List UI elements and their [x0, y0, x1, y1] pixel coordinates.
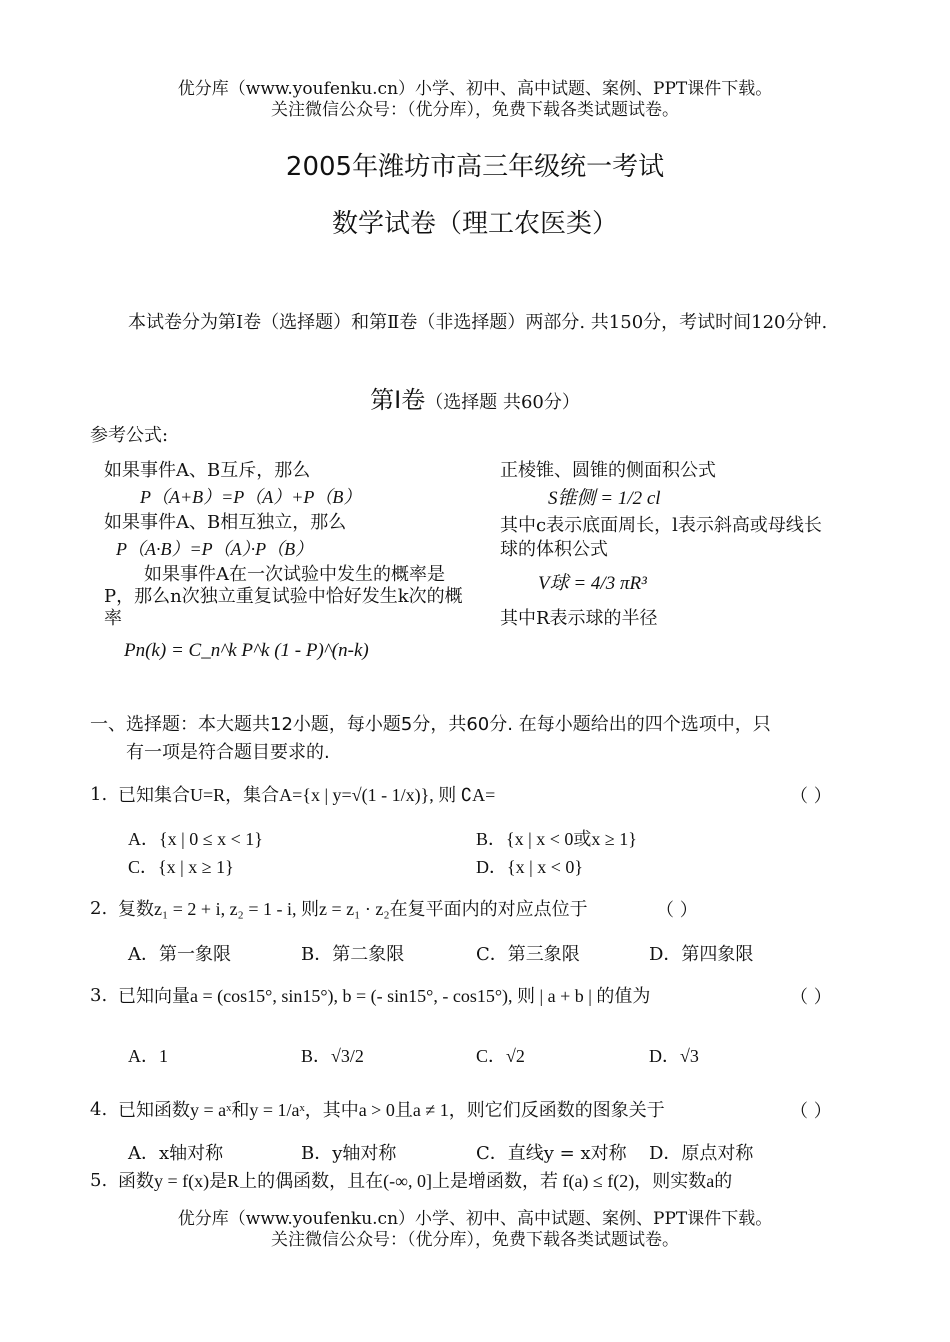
- q3-stem: 已知向量a = (cos15°, sin15°), b = (- sin15°, - cos15°), 则 | a + b | 的值为: [118, 986, 651, 1006]
- q2-stem: 复数z₁ = 2 + i, z₂ = 1 - i, 则z = z₁ · z₂在复平面内的对应点位于: [118, 899, 588, 919]
- formula-left-6: Pn(k) = C_n^k P^k (1 - P)^(n-k): [124, 640, 369, 661]
- q4-option-b: B．y轴对称: [301, 1143, 397, 1164]
- q5-number: 5.: [90, 1170, 108, 1191]
- footer-line-1: 优分库（www.youfenku.cn）小学、初中、高中试题、案例、PPT课件下载。: [177, 1209, 773, 1229]
- part1-heading: [0, 380, 950, 415]
- formula-right-5: V球 = 4/3 πR³: [538, 573, 647, 594]
- q4-option-c: C．直线y = x对称: [476, 1143, 627, 1164]
- q1-option-c: C．{x | x ≥ 1}: [128, 857, 234, 877]
- formula-right-1: 正棱锥、圆锥的侧面积公式: [500, 460, 716, 481]
- part1-sub: （选择题 共60分）: [425, 392, 580, 413]
- q3-option-b: B．√3/2: [301, 1046, 364, 1066]
- q1-option-d: D．{x | x < 0}: [476, 857, 584, 877]
- formula-left-2: P（A+B）=P（A）+P（B）: [140, 487, 362, 507]
- q4-stem: 已知函数y = aˣ和y = 1/aˣ，其中a > 0且a ≠ 1，则它们反函数的图象关于: [118, 1100, 665, 1120]
- q2-option-c: C．第三象限: [476, 944, 580, 965]
- intro-paragraph: 本试卷分为第Ⅰ卷（选择题）和第Ⅱ卷（非选择题）两部分. 共150分，考试时间120分钟.: [128, 312, 828, 333]
- formula-right-2: S锥侧 = 1/2 cl: [548, 488, 661, 509]
- q2-number: 2.: [90, 898, 108, 919]
- formula-right-3: 其中c表示底面周长，l表示斜高或母线长: [500, 515, 822, 536]
- formula-left-4: P（A·B）=P（A）·P（B）: [116, 539, 314, 559]
- formulas-left: [104, 458, 464, 664]
- formula-right-4: 球的体积公式: [500, 539, 608, 560]
- q2-option-b: B．第二象限: [301, 944, 405, 965]
- q3-option-d: D．√3: [649, 1046, 699, 1066]
- exam-subtitle: 数学试卷（理工农医类）: [331, 209, 618, 239]
- footer-line-2: 关注微信公众号：（优分库），免费下载各类试题试卷。: [271, 1230, 679, 1250]
- q3-number: 3.: [90, 985, 108, 1006]
- section1-line2: 有一项是符合题目要求的.: [126, 742, 330, 763]
- q2-answer-paren: （ ）: [656, 900, 698, 921]
- q4-option-d: D．原点对称: [649, 1143, 754, 1164]
- formula-left-3: 如果事件A、B相互独立，那么: [104, 512, 347, 533]
- formula-left-1: 如果事件A、B互斥，那么: [104, 460, 311, 481]
- q2-option-d: D．第四象限: [649, 944, 754, 965]
- header-line-2: 关注微信公众号：（优分库），免费下载各类试题试卷。: [271, 100, 679, 120]
- q4-number: 4.: [90, 1099, 108, 1120]
- ref-label: 参考公式:: [90, 425, 169, 446]
- q1-answer-paren: （ ）: [790, 786, 832, 807]
- q4-answer-paren: （ ）: [790, 1101, 832, 1122]
- formula-right-6: 其中R表示球的半径: [500, 608, 658, 629]
- q4-option-a: A．x轴对称: [128, 1143, 224, 1164]
- q1-number: 1.: [90, 784, 108, 805]
- q5-stem: 函数y = f(x)是R上的偶函数，且在(-∞, 0]上是增函数，若 f(a) ≤ f(2)，则实数a的: [118, 1171, 733, 1191]
- q2-option-a: A．第一象限: [128, 944, 231, 965]
- q1-stem: 已知集合U=R，集合A={x | y=√(1 - 1/x)}, 则 ∁A=: [118, 785, 496, 805]
- formulas-right: [500, 458, 860, 632]
- exam-title: 2005年潍坊市高三年级统一考试: [285, 152, 665, 182]
- q3-option-c: C．√2: [476, 1046, 525, 1066]
- part1-main: 第Ⅰ卷: [370, 386, 426, 414]
- section1-line1: 一、选择题：本大题共12小题，每小题5分，共60分. 在每小题给出的四个选项中，只: [90, 714, 771, 735]
- q3-option-a: A．1: [128, 1046, 168, 1066]
- formula-left-5: 如果事件A在一次试验中发生的概率是P，那么n次独立重复试验中恰好发生k次的概率: [104, 564, 463, 629]
- header-line-1: 优分库（www.youfenku.cn）小学、初中、高中试题、案例、PPT课件下载。: [177, 79, 773, 99]
- q1-option-a: A．{x | 0 ≤ x < 1}: [128, 829, 263, 849]
- q1-option-b: B．{x | x < 0或x ≥ 1}: [476, 829, 637, 849]
- q3-answer-paren: （ ）: [790, 987, 832, 1008]
